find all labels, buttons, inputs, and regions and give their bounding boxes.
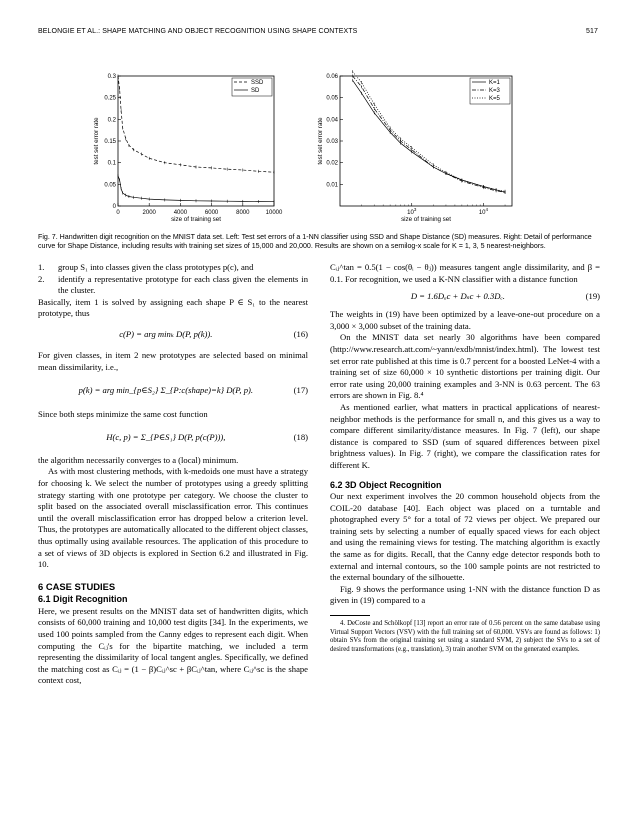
paragraph: As with most clustering methods, with k-medoids one must have a strategy for choosing k. We select the number of prototypes using a greedy splitting strategy starting with one prototype per category. We choose the cluster to split based on the associated overall misclassification error. This continues until the overall misclassification error has dropped below a criterion level. Thus, the prototypes are automatically allocated to the different object classes, thus optimally using available resources. The application of this procedure to a set of views of 3D objects is explored in Section 6.2 and illustrated in Fig. 10. [38,466,308,570]
equation-body: c(P) = arg minₖ D(P, p(k)). [119,329,213,340]
legend-label: SSD [251,80,264,86]
chart-right-plot [317,70,512,223]
paragraph: As mentioned earlier, what matters in practical applications of nearest-neighbor methods is the performance for small n, and this gives us a way to compare different similarity/distance measures. In Fig. 7 (left), our shape distance is compared to SSD (sum of squared differences between pixel brightness values). In Fig. 7 (right), we compare the classification rates for different K. [330,401,600,470]
footnote-rule [330,615,370,616]
equation-body: H(c, p) = Σ_{P∈S₁} D(P, p(c(P))), [106,431,226,442]
footnote: 4. DeCoste and Schölkopf [13] report an error rate of 0.56 percent on the same database using Virtual Support Vectors (VSV) with the full training set of 60,000. VSVs are found as follows: 1) obtain SVs from the original training set using a standard SVM, 2) subject the SVs to a set of desired transformations (e.g., translation), 3) train another SVM on the generated examples. [330,620,600,653]
y-tick-label: 0.3 [107,74,116,80]
paragraph: Cᵢⱼ^tan = 0.5(1 − cos(θᵢ − θⱼ)) measures tangent angle dissimilarity, and β = 0.1. For recognition, we used a K-NN classifier with a distance function [330,262,600,284]
equation-body: p(k) = arg min_{p∈S₂} Σ_{P:c(shape)=k} D(P, p). [78,385,254,396]
y-tick-label: 0.06 [326,74,338,80]
equation-number: (16) [293,329,308,340]
y-tick-label: 0 [112,204,116,210]
x-tick-label: 4000 [173,210,188,216]
page-number: 517 [586,28,598,35]
chart-right [300,66,522,224]
y-tick-label: 0.01 [326,182,338,189]
equation-number: (17) [293,385,308,396]
y-tick-label: 0.05 [104,182,116,189]
y-tick-label: 0.2 [107,117,116,124]
y-axis-label: test set error rate [93,117,100,165]
list-item-1 [38,262,308,274]
paragraph: Fig. 9 shows the performance using 1-NN with the distance function D as given in (19) compared to a [330,583,600,606]
x-tick-label: 6000 [204,210,219,216]
equation-17 [38,373,308,409]
paragraph: Our next experiment involves the 20 common household objects from the COIL-20 database [40]. Each object was placed on a turntable and photographed every 5° for a total of 72 views per object. We prepared our training sets by selecting a number of equally spaced views for each object and using the remaining views for testing. The matching algorithm is exactly the same as for digits. Recall, that the Canny edge detector responds both to external and internal contours, so the 100 sample points are not restricted to the external boundary of the silhouette. [330,491,600,583]
legend-label: SD [251,88,260,94]
equation-body: D = 1.6Dₐc + Dₛc + 0.3Dₑ. [410,291,505,302]
x-tick-label: 10000 [265,210,283,216]
right-column [330,262,600,654]
x-axis-label: size of training set [171,216,221,223]
list-item-text: identify a representative prototype for each class given the elements in the cluster. [58,273,308,296]
paragraph: Here, we present results on the MNIST data set of handwritten digits, which consists of 60,000 training and 10,000 test digits [34]. In the experiments, we used 100 points sampled from the Canny edges to represent each digit. When computing the Cᵢⱼ's for the bipartite matching, we included a term representing the dissimilarity of local tangent angles. Specifically, we defined the matching cost as Cᵢⱼ = (1 − β)Cᵢⱼ^sc + βCᵢⱼ^tan, where Cᵢⱼ^sc is the shape context cost, [38,605,308,686]
equation-18 [38,421,308,455]
x-axis-label: size of training set [401,216,451,223]
paragraph: The weights in (19) have been optimized by a leave-one-out procedure on a 3,000 × 3,000 subset of the training data. [330,309,600,331]
equation-19 [330,285,600,309]
y-tick-label: 0.02 [326,160,338,167]
paragraph: Since both steps minimize the same cost function [38,409,208,420]
y-tick-label: 0.15 [104,139,116,145]
y-tick-label: 0.03 [326,139,338,145]
paragraph: For given classes, in item 2 new prototypes are selected based on minimal mean dissimilarity, i.e., [38,349,308,372]
x-tick-label: 8000 [236,210,250,216]
y-tick-label: 0.04 [326,117,338,124]
x-tick-label: 2000 [142,210,156,216]
y-axis-label: test set error rate [317,117,324,165]
list-item-text: group S₁ into classes given the class prototypes p(c), and [58,262,254,272]
running-header [38,28,598,35]
x-tick-label: 0 [116,210,120,216]
legend-label: K=1 [489,80,500,86]
running-title: BELONGIE ET AL.: SHAPE MATCHING AND OBJECT RECOGNITION USING SHAPE CONTEXTS [38,28,358,35]
section-heading-6-2: 6.2 3D Object Recognition [330,479,442,490]
equation-16 [38,320,308,350]
chart-left-plot [93,74,283,223]
list-number: 1. [38,262,45,272]
paragraph: On the MNIST data set nearly 30 algorithms have been compared (http://www.research.att.com/~yann/exdb/mnist/index.html). The lowest test set error rate published at this time is 0.7 percent for a boosted LeNet-4 with a training set of size 60,000 × 10 synthetic distortions per training digit. Our error rate using 20,000 training examples and 3-NN is 0.63 percent. The 63 errors are shown in Fig. 8.⁴ [330,332,600,401]
section-heading-6: 6 CASE STUDIES [38,580,116,592]
x-tick-label: $10^3$ [407,207,417,216]
paragraph: Basically, item 1 is solved by assigning each shape P ∈ S₁ to the nearest prototype, thus [38,296,308,319]
x-tick-label: $10^4$ [478,207,489,216]
equation-number: (18) [293,431,308,442]
equation-number: (19) [585,291,600,302]
y-tick-label: 0.05 [326,95,338,102]
y-tick-label: 0.25 [104,95,116,102]
y-tick-label: 0.1 [107,160,116,167]
legend-label: K=5 [489,96,500,102]
left-column [38,262,308,687]
paragraph: the algorithm necessarily converges to a (local) minimum. [38,454,239,465]
section-heading-6-1: 6.1 Digit Recognition [38,594,128,605]
figure-caption: Fig. 7. Handwritten digit recognition on the MNIST data set. Left: Test set errors of a 1-NN classifier using SSD and Shape Distance (SD) measures. Right: Detail of performance curve for Shape Distance, including results with training set sizes of 15,000 and 20,000. Results are shown on a semilog-x scale for K = 1, 3, 5 nearest-neighbors. [38,233,592,251]
legend-label: K=3 [489,88,500,94]
list-item-2 [38,274,308,297]
chart-left [62,66,284,224]
list-number: 2. [38,273,45,284]
